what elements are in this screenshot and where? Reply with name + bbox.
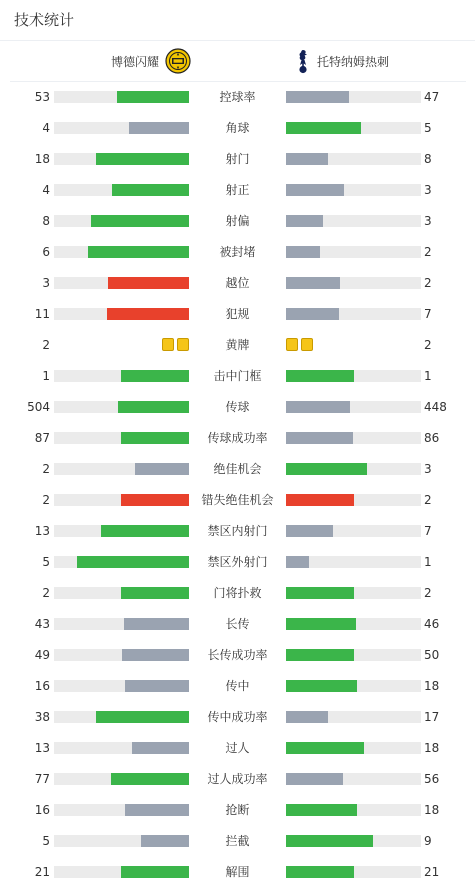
home-value: 4 <box>42 121 50 135</box>
divider <box>0 40 475 41</box>
stat-row <box>0 237 475 268</box>
home-bar-track <box>54 122 189 134</box>
stat-label: 黄牌 <box>225 338 250 352</box>
tottenham-cockerel-icon <box>295 48 311 74</box>
away-value: 8 <box>424 152 432 166</box>
away-value: 9 <box>424 834 432 848</box>
away-bar-track <box>286 122 421 134</box>
stat-row <box>0 640 475 671</box>
away-bar <box>286 804 357 816</box>
away-value: 21 <box>424 865 440 879</box>
home-value: 3 <box>42 276 50 290</box>
home-bar <box>77 556 189 568</box>
home-bar-track <box>54 184 189 196</box>
stat-row <box>0 547 475 578</box>
home-bar <box>117 91 189 103</box>
home-bar-track <box>54 711 189 723</box>
stat-row <box>0 454 475 485</box>
away-value: 2 <box>424 245 432 259</box>
home-bar <box>122 649 189 661</box>
home-bar <box>121 866 189 878</box>
stat-row <box>0 826 475 857</box>
stat-label: 错失绝佳机会 <box>201 493 274 507</box>
stat-row <box>0 144 475 175</box>
home-bar <box>135 463 189 475</box>
stat-label: 传中成功率 <box>207 710 268 724</box>
stat-label: 被封堵 <box>219 245 256 259</box>
home-bar-track <box>54 277 189 289</box>
home-bar <box>125 804 189 816</box>
stat-row <box>0 764 475 795</box>
stat-row <box>0 795 475 826</box>
away-bar-track <box>286 649 421 661</box>
away-value: 1 <box>424 555 432 569</box>
away-value: 2 <box>424 276 432 290</box>
away-bar <box>286 432 353 444</box>
home-value: 16 <box>34 803 50 817</box>
away-bar-track <box>286 711 421 723</box>
away-value: 86 <box>424 431 440 445</box>
home-bar <box>124 618 189 630</box>
stat-label: 禁区外射门 <box>207 555 268 569</box>
yellow-card-icon <box>177 338 189 351</box>
away-team-name: 托特纳姆热刺 <box>317 54 390 69</box>
away-value: 3 <box>424 462 432 476</box>
away-bar-track <box>286 401 421 413</box>
home-value: 2 <box>42 586 50 600</box>
away-bar <box>286 91 349 103</box>
stat-label: 解围 <box>225 865 250 879</box>
home-value: 11 <box>34 307 50 321</box>
home-value: 5 <box>42 555 50 569</box>
home-value: 2 <box>42 462 50 476</box>
away-value: 1 <box>424 369 432 383</box>
away-bar-track <box>286 587 421 599</box>
home-bar-track <box>54 463 189 475</box>
home-bar <box>141 835 189 847</box>
stat-label: 绝佳机会 <box>213 462 262 476</box>
home-bar <box>129 122 189 134</box>
yellow-card-icon <box>162 338 174 351</box>
stat-label: 传球 <box>225 400 250 414</box>
home-bar <box>132 742 189 754</box>
home-bar-track <box>54 773 189 785</box>
stat-label: 射偏 <box>225 214 250 228</box>
home-value: 38 <box>34 710 50 724</box>
stat-label: 拦截 <box>225 834 250 848</box>
away-bar <box>286 401 350 413</box>
home-value: 1 <box>42 369 50 383</box>
home-value: 6 <box>42 245 50 259</box>
stat-row <box>0 82 475 113</box>
away-bar <box>286 525 333 537</box>
home-bar-track <box>54 401 189 413</box>
home-bar <box>118 401 189 413</box>
bodo-glimt-crest-icon <box>165 48 191 74</box>
away-bar <box>286 587 354 599</box>
away-bar-track <box>286 91 421 103</box>
home-bar-track <box>54 215 189 227</box>
home-value: 504 <box>27 400 50 414</box>
away-bar <box>286 711 328 723</box>
away-bar-track <box>286 804 421 816</box>
home-bar <box>121 432 189 444</box>
stat-row <box>0 175 475 206</box>
team-header <box>10 42 466 82</box>
away-value: 18 <box>424 741 440 755</box>
away-bar-track <box>286 556 421 568</box>
home-bar-track <box>54 680 189 692</box>
away-bar-track <box>286 835 421 847</box>
away-bar <box>286 246 320 258</box>
away-value: 47 <box>424 90 440 104</box>
stat-label: 抢断 <box>225 803 250 817</box>
stat-row <box>0 299 475 330</box>
home-value: 87 <box>34 431 50 445</box>
home-bar <box>111 773 189 785</box>
home-bar <box>96 153 189 165</box>
away-bar <box>286 184 344 196</box>
home-value: 16 <box>34 679 50 693</box>
home-value: 49 <box>34 648 50 662</box>
home-team[interactable] <box>111 48 191 74</box>
stat-label: 传中 <box>225 679 250 693</box>
home-bar-track <box>54 618 189 630</box>
stat-row <box>0 609 475 640</box>
home-bar-track <box>54 742 189 754</box>
home-bar-track <box>54 153 189 165</box>
stat-row <box>0 268 475 299</box>
stat-row <box>0 206 475 237</box>
away-value: 18 <box>424 803 440 817</box>
yellow-card-icon <box>286 338 298 351</box>
stat-row <box>0 361 475 392</box>
home-value: 4 <box>42 183 50 197</box>
stat-label: 角球 <box>225 121 250 135</box>
away-bar <box>286 215 323 227</box>
stat-label: 长传 <box>225 617 250 631</box>
stats-list <box>0 82 475 888</box>
stat-row <box>0 733 475 764</box>
home-bar <box>101 525 189 537</box>
away-bar <box>286 835 373 847</box>
away-bar <box>286 494 354 506</box>
stat-label: 门将扑救 <box>213 586 262 600</box>
home-value: 77 <box>34 772 50 786</box>
away-value: 5 <box>424 121 432 135</box>
home-value: 18 <box>34 152 50 166</box>
stat-row <box>0 857 475 888</box>
away-yellow-cards <box>286 338 313 351</box>
away-bar <box>286 649 354 661</box>
away-value: 2 <box>424 586 432 600</box>
home-bar <box>121 587 189 599</box>
away-value: 17 <box>424 710 440 724</box>
home-bar-track <box>54 556 189 568</box>
home-team-name: 博德闪耀 <box>110 54 159 69</box>
away-bar <box>286 742 364 754</box>
away-bar-track <box>286 432 421 444</box>
stat-row <box>0 392 475 423</box>
stat-row <box>0 516 475 547</box>
home-bar-track <box>54 587 189 599</box>
away-bar <box>286 866 354 878</box>
yellow-card-icon <box>301 338 313 351</box>
away-bar <box>286 556 309 568</box>
home-bar-track <box>54 804 189 816</box>
home-bar-track <box>54 835 189 847</box>
away-value: 448 <box>424 400 447 414</box>
stat-row <box>0 578 475 609</box>
stat-label: 犯规 <box>225 307 250 321</box>
home-value: 5 <box>42 834 50 848</box>
away-bar <box>286 370 354 382</box>
home-bar-track <box>54 246 189 258</box>
home-yellow-cards <box>162 338 189 351</box>
home-bar-track <box>54 91 189 103</box>
stat-label: 过人 <box>225 741 250 755</box>
stat-row <box>0 423 475 454</box>
home-bar-track <box>54 494 189 506</box>
away-bar <box>286 308 339 320</box>
home-bar-track <box>54 525 189 537</box>
away-value: 50 <box>424 648 440 662</box>
stat-label: 长传成功率 <box>207 648 268 662</box>
away-value: 7 <box>424 307 432 321</box>
home-bar <box>96 711 189 723</box>
home-value: 43 <box>34 617 50 631</box>
away-value: 3 <box>424 214 432 228</box>
home-bar-track <box>54 308 189 320</box>
away-bar-track <box>286 680 421 692</box>
away-bar-track <box>286 494 421 506</box>
stat-row <box>0 113 475 144</box>
home-value: 13 <box>34 524 50 538</box>
stat-label: 禁区内射门 <box>207 524 268 538</box>
away-value: 2 <box>424 493 432 507</box>
stat-label: 射正 <box>225 183 250 197</box>
stat-row <box>0 702 475 733</box>
away-bar <box>286 463 367 475</box>
stat-label: 射门 <box>225 152 250 166</box>
stat-label: 击中门框 <box>213 369 262 383</box>
home-value: 2 <box>42 338 50 352</box>
away-bar-track <box>286 773 421 785</box>
home-bar <box>112 184 189 196</box>
away-bar <box>286 277 340 289</box>
away-value: 3 <box>424 183 432 197</box>
stat-label: 控球率 <box>219 90 256 104</box>
home-value: 21 <box>34 865 50 879</box>
away-bar <box>286 773 343 785</box>
away-value: 46 <box>424 617 440 631</box>
away-bar-track <box>286 215 421 227</box>
away-bar-track <box>286 308 421 320</box>
away-bar-track <box>286 866 421 878</box>
away-bar-track <box>286 525 421 537</box>
home-bar <box>121 494 189 506</box>
stat-label: 传球成功率 <box>207 431 268 445</box>
away-bar <box>286 680 357 692</box>
away-bar-track <box>286 277 421 289</box>
home-value: 2 <box>42 493 50 507</box>
home-value: 8 <box>42 214 50 228</box>
home-value: 13 <box>34 741 50 755</box>
away-value: 18 <box>424 679 440 693</box>
home-bar <box>88 246 189 258</box>
away-team[interactable] <box>295 48 389 74</box>
away-value: 56 <box>424 772 440 786</box>
home-bar-track <box>54 649 189 661</box>
away-bar-track <box>286 370 421 382</box>
away-value: 2 <box>424 338 432 352</box>
home-bar-track <box>54 432 189 444</box>
home-bar <box>107 308 189 320</box>
home-value: 53 <box>34 90 50 104</box>
away-bar-track <box>286 618 421 630</box>
home-bar <box>121 370 189 382</box>
away-value: 7 <box>424 524 432 538</box>
page-title: 技术统计 <box>14 11 75 29</box>
away-bar-track <box>286 153 421 165</box>
away-bar-track <box>286 246 421 258</box>
away-bar <box>286 618 356 630</box>
stat-row <box>0 330 475 361</box>
home-bar <box>108 277 189 289</box>
home-bar <box>91 215 189 227</box>
away-bar-track <box>286 463 421 475</box>
stat-label: 越位 <box>225 276 250 290</box>
away-bar <box>286 153 328 165</box>
away-bar-track <box>286 184 421 196</box>
home-bar-track <box>54 866 189 878</box>
stat-row <box>0 671 475 702</box>
stat-row <box>0 485 475 516</box>
away-bar-track <box>286 742 421 754</box>
home-bar <box>125 680 189 692</box>
home-bar-track <box>54 370 189 382</box>
stat-label: 过人成功率 <box>207 772 268 786</box>
away-bar <box>286 122 361 134</box>
